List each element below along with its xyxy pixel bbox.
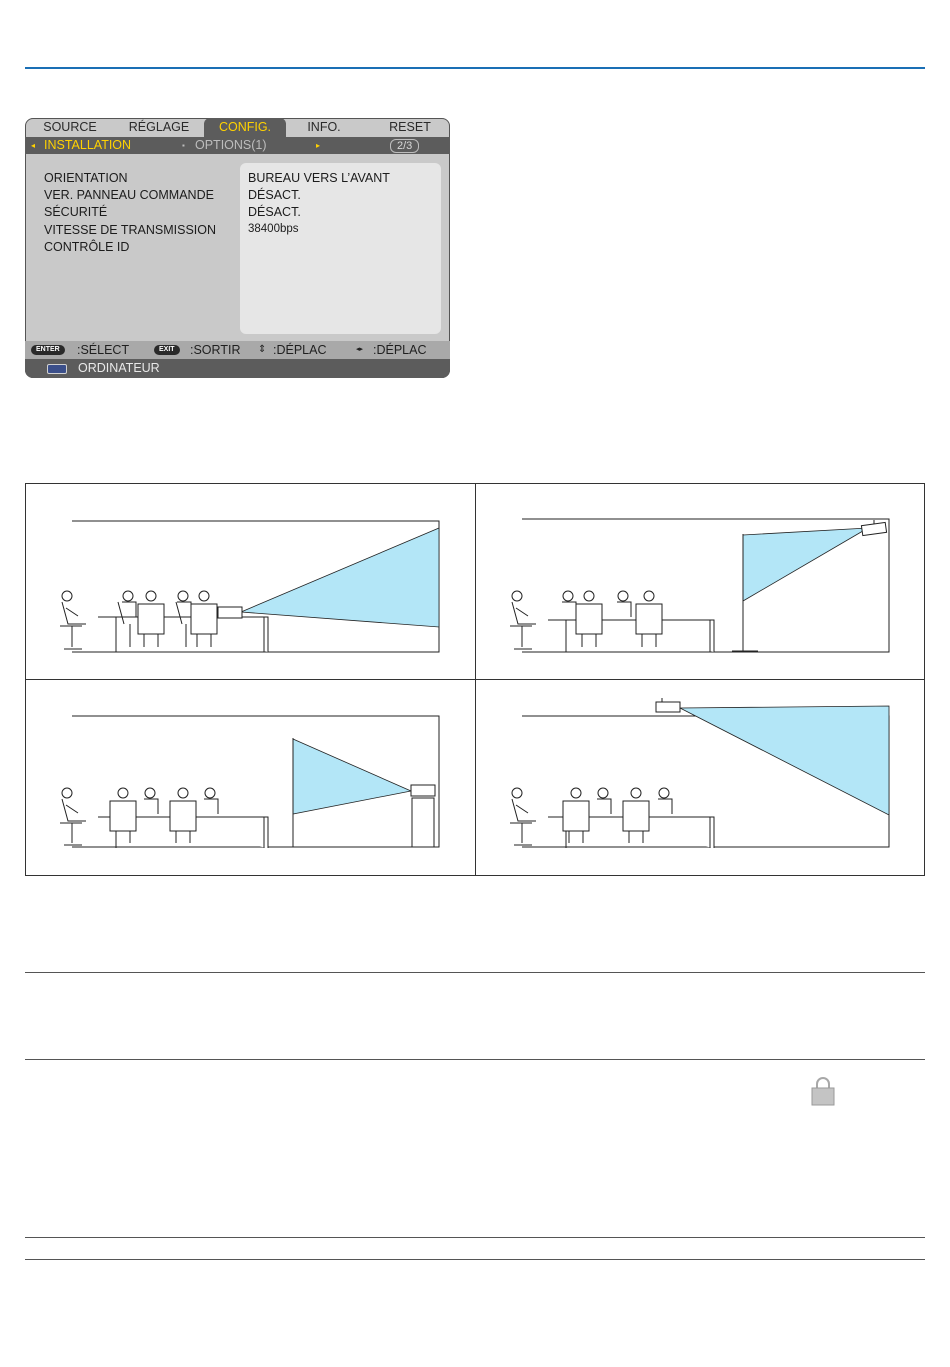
- option-orientation-label[interactable]: ORIENTATION: [44, 171, 128, 185]
- tab-config[interactable]: CONFIG.: [204, 118, 286, 137]
- exit-key-icon: EXIT: [154, 345, 180, 355]
- key-help-bar: [25, 341, 450, 359]
- projector-ceiling-rear-icon: [476, 484, 924, 679]
- osd-menu: [25, 118, 450, 378]
- diagram-ceiling-front: [476, 680, 925, 875]
- lock-icon: [811, 1076, 835, 1106]
- help-move-vertical-text: :DÉPLAC: [273, 343, 327, 357]
- menu-tab-bar: [25, 118, 450, 137]
- option-panel-lock-value[interactable]: DÉSACT.: [248, 188, 301, 202]
- projector-on-desk-icon: [26, 484, 475, 679]
- option-values-panel: [240, 163, 441, 334]
- projector-desk-rear-icon: [26, 680, 475, 875]
- left-right-icon: ◂▸: [356, 346, 364, 353]
- enter-key-icon: ENTER: [31, 345, 65, 355]
- tab-source[interactable]: SOURCE: [43, 120, 97, 134]
- bullet-icon: ▪: [182, 141, 185, 150]
- divider-rule: [25, 1059, 925, 1060]
- help-select-text: :SÉLECT: [77, 343, 130, 357]
- subtab-installation[interactable]: INSTALLATION: [44, 138, 132, 152]
- divider-rule: [25, 1259, 925, 1260]
- subtab-options[interactable]: OPTIONS(1): [195, 138, 267, 152]
- header-accent-rule: [25, 67, 925, 69]
- help-exit-text: :SORTIR: [190, 343, 241, 357]
- projector-ceiling-front-icon: [476, 680, 924, 875]
- right-arrow-icon[interactable]: ▸: [316, 141, 321, 150]
- option-baud-rate-value[interactable]: 38400bps: [248, 223, 299, 235]
- up-down-icon: ⇕: [258, 344, 267, 355]
- current-source: ORDINATEUR: [78, 361, 160, 375]
- divider-rule: [25, 972, 925, 973]
- tab-info[interactable]: INFO.: [307, 120, 341, 134]
- option-baud-rate-label[interactable]: VITESSE DE TRANSMISSION: [44, 223, 217, 237]
- diagram-ceiling-rear: [476, 484, 925, 679]
- option-security-value[interactable]: DÉSACT.: [248, 205, 301, 219]
- option-panel-lock-label[interactable]: VER. PANNEAU COMMANDE: [44, 188, 214, 202]
- option-orientation-value[interactable]: BUREAU VERS L’AVANT: [248, 171, 390, 185]
- divider-rule: [25, 1237, 925, 1238]
- option-security-label[interactable]: SÉCURITÉ: [44, 205, 108, 219]
- orientation-diagrams: [25, 483, 925, 876]
- help-move-horizontal-text: :DÉPLAC: [373, 343, 427, 357]
- diagram-desk-front: [26, 484, 475, 679]
- tab-reset[interactable]: RESET: [389, 120, 431, 134]
- diagram-desk-rear: [26, 680, 475, 875]
- option-control-id-label[interactable]: CONTRÔLE ID: [44, 240, 130, 254]
- page-indicator: 2/3: [390, 139, 419, 153]
- monitor-icon: [47, 364, 67, 374]
- submenu-bar: [25, 137, 450, 154]
- left-arrow-icon[interactable]: ◂: [31, 141, 36, 150]
- menu-options-panel: [25, 154, 450, 341]
- tab-reglage[interactable]: RÉGLAGE: [128, 120, 190, 134]
- source-status-bar: [25, 359, 450, 378]
